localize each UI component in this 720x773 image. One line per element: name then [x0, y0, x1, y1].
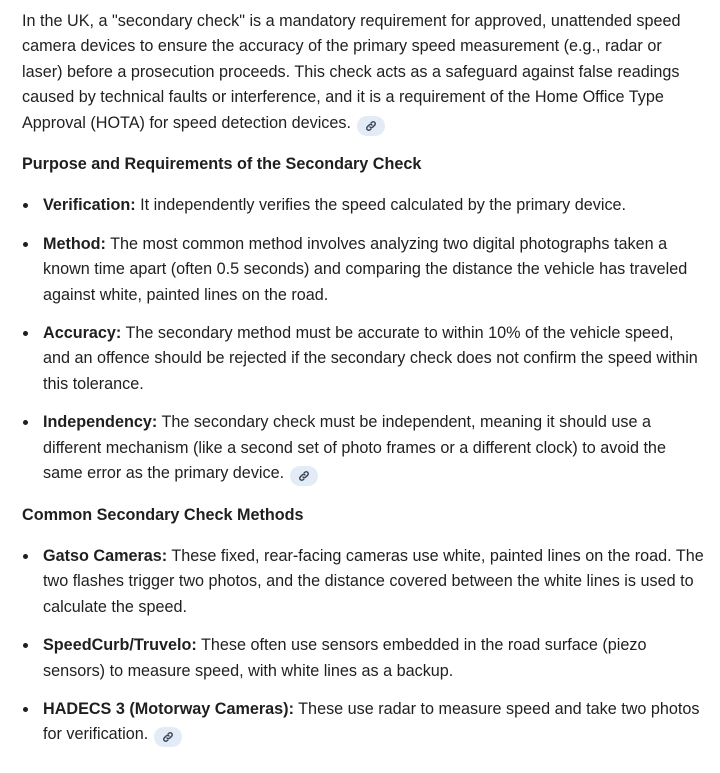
item-term: Accuracy:: [43, 324, 122, 343]
list-item: [22, 697, 704, 748]
item-text: The secondary method must be accurate to within 10% of the vehicle speed, and an offence should be rejected if the secondary check does not confirm the speed within this tolerance.: [43, 324, 698, 393]
item-text: These use radar to measure speed and take two photos for verification.: [43, 699, 700, 744]
source-link-chip[interactable]: [154, 727, 182, 747]
list-item: [22, 193, 704, 218]
item-text: It independently verifies the speed calculated by the primary device.: [135, 196, 627, 215]
item-term: Independency:: [43, 413, 158, 432]
intro-paragraph: [22, 9, 704, 136]
link-icon: [298, 470, 310, 482]
link-icon: [162, 731, 174, 743]
list-item: [22, 544, 704, 620]
link-icon: [365, 120, 377, 132]
source-link-chip[interactable]: [357, 116, 385, 136]
list-item: [22, 232, 704, 308]
section-heading-methods: Common Secondary Check Methods: [22, 505, 304, 524]
item-text: These often use sensors embedded in the road surface (piezo sensors) to measure speed, with white lines as a backup.: [43, 636, 647, 680]
list-item: [22, 321, 704, 397]
item-term: Gatso Cameras:: [43, 546, 168, 565]
item-text: The secondary check must be independent, meaning it should use a different mechanism (like a second set of photo frames or a different clock) to avoid the same error as the primary device.: [43, 413, 666, 483]
methods-list: [22, 544, 704, 748]
source-link-chip[interactable]: [290, 466, 318, 486]
list-item: [22, 410, 704, 486]
item-term: Verification:: [43, 196, 136, 215]
list-item: [22, 633, 704, 684]
purpose-list: [22, 193, 704, 486]
item-term: Method:: [43, 234, 106, 253]
item-term: HADECS 3 (Motorway Cameras):: [43, 699, 294, 718]
item-term: SpeedCurb/Truvelo:: [43, 636, 197, 655]
item-text: The most common method involves analyzing two digital photographs taken a known time apart (often 0.5 seconds) and comparing the distance the vehicle has traveled against white, painted lines on the road.: [43, 234, 688, 304]
section-heading-purpose: Purpose and Requirements of the Secondary Check: [22, 155, 422, 174]
item-text: These fixed, rear-facing cameras use white, painted lines on the road. The two flashes trigger two photos, and the distance covered between the white lines is used to calculate the speed.: [43, 546, 704, 616]
intro-text: In the UK, a "secondary check" is a mandatory requirement for approved, unattended speed camera devices to ensure the accuracy of the primary speed measurement (e.g., radar or laser) before a prosecution proceeds. This check acts as a safeguard against false readings caused by technical faults or interference, and it is a requirement of the Home Office Type Approval (HOTA) for speed detection devices.: [22, 12, 681, 132]
